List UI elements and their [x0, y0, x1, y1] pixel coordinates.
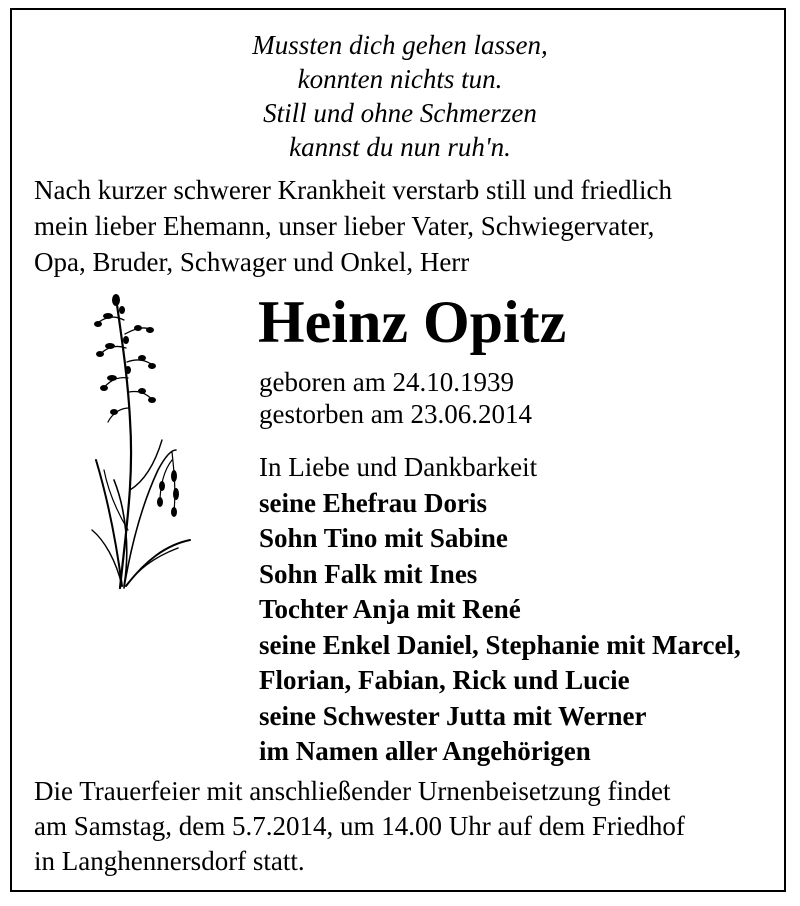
- announcement-line: mein lieber Ehemann, unser lieber Vater, Schwiegervater,: [34, 211, 655, 241]
- mourners-list: [259, 450, 741, 770]
- funeral-line: Die Trauerfeier mit anschließender Urnenbeisetzung findet: [34, 776, 671, 806]
- poem-line: Mussten dich gehen lassen,: [252, 30, 548, 60]
- announcement-line: Opa, Bruder, Schwager und Onkel, Herr: [34, 247, 470, 277]
- announcement-line: Nach kurzer schwerer Krankheit verstarb still und friedlich: [34, 175, 672, 205]
- birth-date: geboren am 24.10.1939: [259, 367, 514, 397]
- poem-line: kannst du nun ruh'n.: [289, 132, 511, 162]
- mourner-line: Tochter Anja mit René: [259, 594, 521, 624]
- life-dates: [259, 366, 532, 430]
- death-date: gestorben am 23.06.2014: [259, 399, 532, 429]
- poem-line: Still und ohne Schmerzen: [263, 98, 537, 128]
- mourner-line: seine Enkel Daniel, Stephanie mit Marcel,: [259, 629, 741, 660]
- mourner-line: im Namen aller Angehörigen: [259, 736, 591, 766]
- mourner-line: seine Ehefrau Doris: [259, 487, 487, 518]
- poem-line: konnten nichts tun.: [297, 64, 503, 94]
- announcement-text: [34, 172, 774, 280]
- grass-plant-icon: [86, 290, 198, 590]
- memorial-poem: [0, 28, 800, 164]
- mourner-line: Sohn Tino mit Sabine: [259, 523, 508, 553]
- mourner-line: Florian, Fabian, Rick und Lucie: [259, 665, 630, 695]
- mourner-line: seine Schwester Jutta mit Werner: [259, 700, 647, 731]
- deceased-name: Heinz Opitz: [258, 289, 567, 355]
- funeral-line: in Langhennersdorf statt.: [34, 846, 305, 876]
- funeral-line: am Samstag, dem 5.7.2014, um 14.00 Uhr auf dem Friedhof: [34, 811, 685, 841]
- mourners-heading: In Liebe und Dankbarkeit: [259, 452, 538, 482]
- funeral-details: [34, 774, 774, 879]
- mourner-line: Sohn Falk mit Ines: [259, 558, 478, 589]
